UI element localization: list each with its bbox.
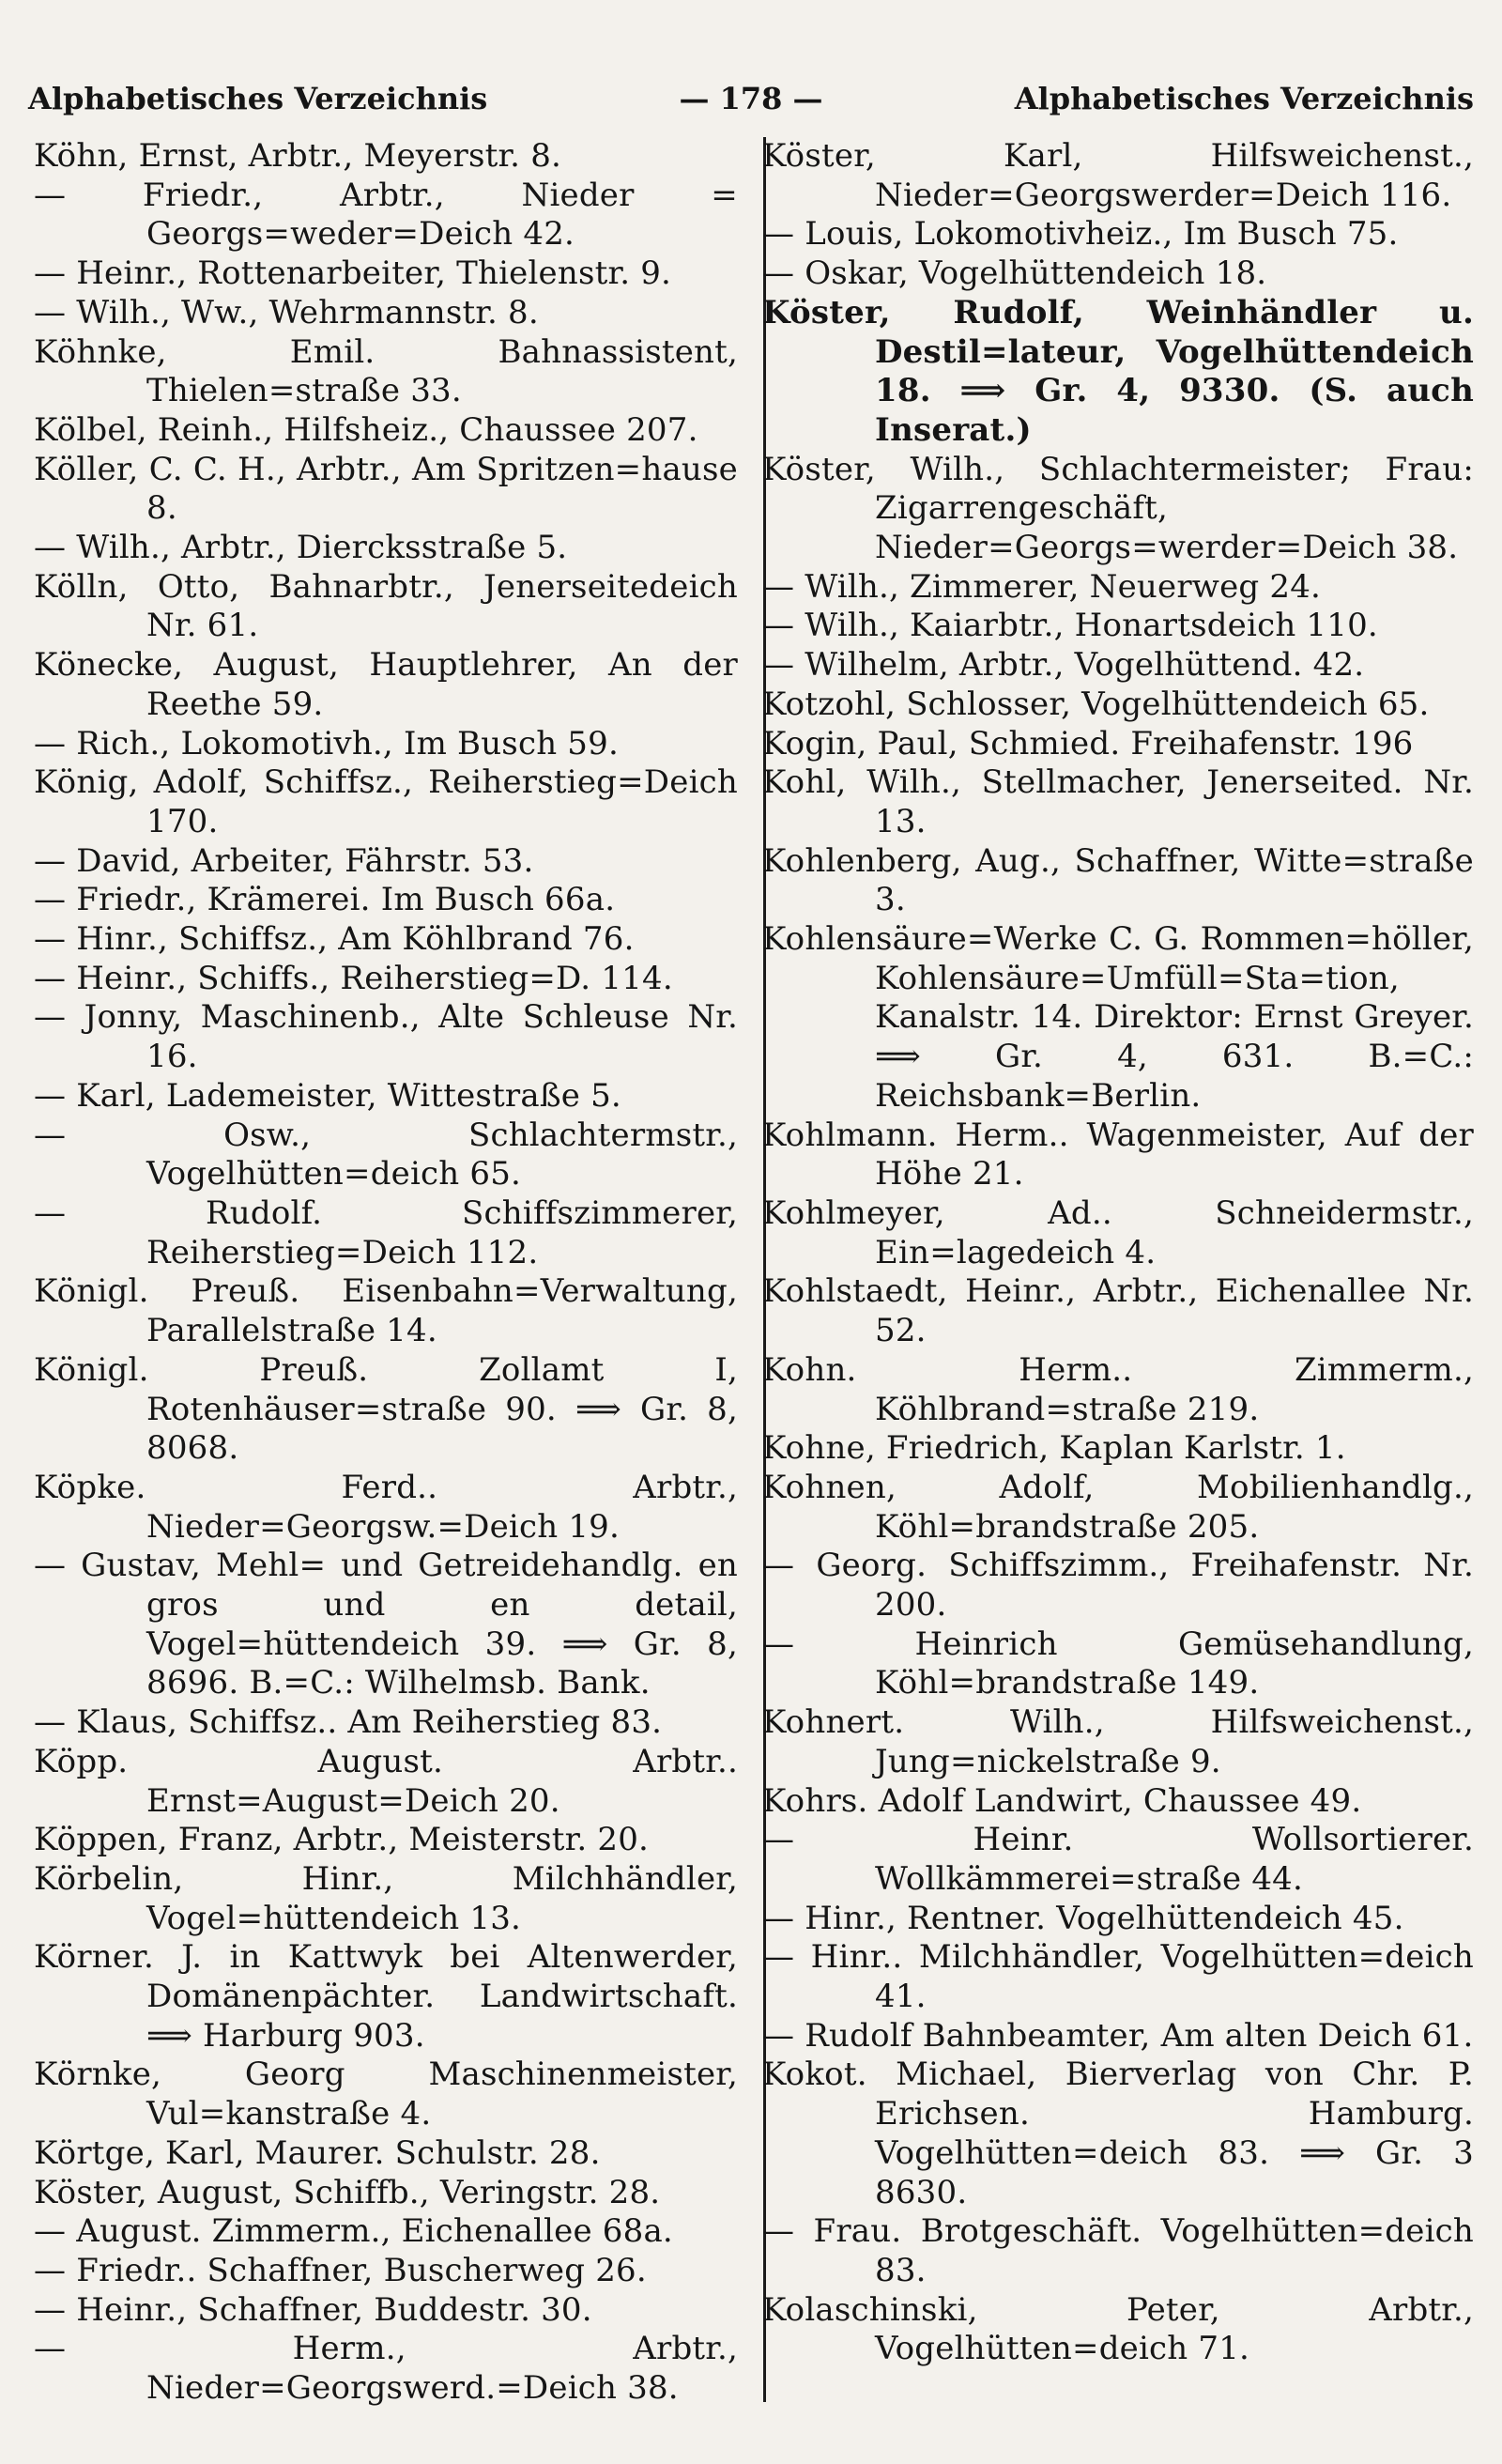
- directory-entry: Köppen, Franz, Arbtr., Meisterstr. 20.: [34, 1821, 650, 1859]
- directory-entry: Köller, C. C. H., Arbtr., Am Spritzen=hause 8.: [34, 450, 738, 528]
- directory-entry: Kölbel, Reinh., Hilfsheiz., Chaussee 207.: [34, 410, 698, 449]
- directory-entry: — Friedr., Krämerei. Im Busch 66a.: [34, 881, 616, 919]
- directory-entry: Körnke, Georg Maschinenmeister, Vul=kanstraße 4.: [34, 2056, 738, 2133]
- directory-entry: Kohl, Wilh., Stellmacher, Jenerseited. Nr. 13.: [762, 763, 1474, 840]
- directory-entry: — Friedr., Arbtr., Nieder = Georgs=weder=Deich 42.: [34, 176, 738, 254]
- directory-entry: Kogin, Paul, Schmied. Freihafenstr. 196: [762, 724, 1414, 762]
- directory-entry: — August. Zimmerm., Eichenallee 68a.: [34, 2212, 673, 2251]
- directory-entry: — Hinr., Rentner. Vogelhüttendeich 45.: [762, 1899, 1404, 1937]
- directory-entry: Körbelin, Hinr., Milchhändler, Vogel=hüttendeich 13.: [34, 1859, 738, 1937]
- directory-entry: Kohlmeyer, Ad.. Schneidermstr., Ein=lagedeich 4.: [762, 1194, 1474, 1271]
- directory-entry: — Heinrich Gemüsehandlung, Köhl=brandstraße 149.: [762, 1625, 1474, 1702]
- directory-entry: Köster, Wilh., Schlachtermeister; Frau: Zigarrengeschäft, Nieder=Georgs=werder=Deich 38.: [762, 450, 1474, 567]
- page-number: — 178 —: [679, 81, 823, 116]
- directory-entry: — Osw., Schlachtermstr., Vogelhütten=deich 65.: [34, 1116, 738, 1194]
- directory-entry: Kohrs. Adolf Landwirt, Chaussee 49.: [762, 1781, 1362, 1820]
- directory-entry: Körner. J. in Kattwyk bei Altenwerder, Domänenpächter. Landwirtschaft. ⟹ Harburg 903.: [34, 1938, 738, 2055]
- page-header: [28, 71, 1474, 128]
- directory-entry: Kolaschinski, Peter, Arbtr., Vogelhütten=deich 71.: [762, 2290, 1474, 2368]
- directory-entry: — Oskar, Vogelhüttendeich 18.: [762, 254, 1267, 293]
- directory-entry: — Heinr., Rottenarbeiter, Thielenstr. 9.: [34, 254, 672, 293]
- directory-entry: Köhnke, Emil. Bahnassistent, Thielen=straße 33.: [34, 332, 738, 410]
- directory-entry: Köster, Rudolf, Weinhändler u. Destil=lateur, Vogelhüttendeich 18. ⟹ Gr. 4, 9330. (S. auch Inserat.): [762, 293, 1474, 449]
- directory-entry: Kohnert. Wilh., Hilfsweichenst., Jung=nickelstraße 9.: [762, 1703, 1474, 1780]
- directory-entry: Kohlenberg, Aug., Schaffner, Witte=straße 3.: [762, 841, 1474, 919]
- directory-entry: — Wilh., Ww., Wehrmannstr. 8.: [34, 293, 539, 331]
- directory-entry: — Herm., Arbtr., Nieder=Georgswerd.=Deich 38.: [34, 2330, 738, 2408]
- directory-entry: — Georg. Schiffszimm., Freihafenstr. Nr. 200.: [762, 1547, 1474, 1625]
- directory-entry: Königl. Preuß. Zollamt I, Rotenhäuser=straße 90. ⟹ Gr. 8, 8068.: [34, 1350, 738, 1468]
- directory-entry: — Rudolf. Schiffszimmerer, Reiherstieg=Deich 112.: [34, 1194, 738, 1271]
- header-left-title: Alphabetisches Verzeichnis: [28, 81, 488, 116]
- directory-entry: Kokot. Michael, Bierverlag von Chr. P. Erichsen. Hamburg. Vogelhütten=deich 83. ⟹ Gr. 3 8630.: [762, 2056, 1474, 2211]
- directory-entry: — David, Arbeiter, Fährstr. 53.: [34, 841, 534, 880]
- directory-entry: — Wilh., Kaiarbtr., Honartsdeich 110.: [762, 607, 1378, 645]
- directory-entry: — Friedr.. Schaffner, Buscherweg 26.: [34, 2251, 647, 2289]
- directory-entry: Königl. Preuß. Eisenbahn=Verwaltung, Parallelstraße 14.: [34, 1272, 738, 1350]
- directory-entry: — Heinr., Schiffs., Reiherstieg=D. 114.: [34, 959, 673, 997]
- directory-entry: Köster, August, Schiffb., Veringstr. 28.: [34, 2173, 661, 2211]
- directory-entry: — Klaus, Schiffsz.. Am Reiherstieg 83.: [34, 1703, 663, 1742]
- directory-entry: Köster, Karl, Hilfsweichenst., Nieder=Georgswerder=Deich 116.: [762, 137, 1474, 214]
- directory-entry: König, Adolf, Schiffsz., Reiherstieg=Deich 170.: [34, 763, 738, 840]
- directory-entry: — Hinr., Schiffsz., Am Köhlbrand 76.: [34, 920, 635, 959]
- directory-entry: — Louis, Lokomotivheiz., Im Busch 75.: [762, 215, 1399, 254]
- directory-entry: — Heinr. Wollsortierer. Wollkämmerei=straße 44.: [762, 1821, 1474, 1898]
- directory-entry: Kohne, Friedrich, Kaplan Karlstr. 1.: [762, 1429, 1346, 1468]
- directory-entry: Körtge, Karl, Maurer. Schulstr. 28.: [34, 2133, 601, 2172]
- header-right-title: Alphabetisches Verzeichnis: [1014, 81, 1474, 116]
- directory-entry: Kohlensäure=Werke C. G. Rommen=höller, Kohlensäure=Umfüll=Sta=tion, Kanalstr. 14. Direktor: Ernst Greyer. ⟹ Gr. 4, 631. B.=C.: Reichsbank=Berlin.: [762, 920, 1474, 1115]
- directory-entry: Kohnen, Adolf, Mobilienhandlg., Köhl=brandstraße 205.: [762, 1468, 1474, 1546]
- directory-entry: — Frau. Brotgeschäft. Vogelhütten=deich 83.: [762, 2212, 1474, 2289]
- directory-entry: Könecke, August, Hauptlehrer, An der Reethe 59.: [34, 646, 738, 723]
- directory-entry: — Hinr.. Milchhändler, Vogelhütten=deich 41.: [762, 1938, 1474, 2016]
- directory-entry: Köpke. Ferd.. Arbtr., Nieder=Georgsw.=Deich 19.: [34, 1468, 738, 1546]
- directory-entry: — Heinr., Schaffner, Buddestr. 30.: [34, 2290, 592, 2329]
- directory-entry: Kölln, Otto, Bahnarbtr., Jenerseitedeich Nr. 61.: [34, 567, 738, 645]
- right-column: [762, 137, 1474, 2369]
- directory-entry: Kohlmann. Herm.. Wagenmeister, Auf der Höhe 21.: [762, 1116, 1474, 1194]
- directory-entry: — Wilhelm, Arbtr., Vogelhüttend. 42.: [762, 646, 1365, 685]
- directory-entry: Köpp. August. Arbtr.. Ernst=August=Deich 20.: [34, 1742, 738, 1820]
- directory-entry: — Karl, Lademeister, Wittestraße 5.: [34, 1076, 621, 1115]
- directory-entry: Kotzohl, Schlosser, Vogelhüttendeich 65.: [762, 685, 1430, 723]
- left-column: [34, 137, 738, 2409]
- directory-entry: — Wilh., Arbtr., Diercksstraße 5.: [34, 529, 568, 567]
- directory-entry: Kohlstaedt, Heinr., Arbtr., Eichenallee Nr. 52.: [762, 1272, 1474, 1350]
- directory-entry: — Rich., Lokomotivh., Im Busch 59.: [34, 724, 619, 762]
- directory-entry: Köhn, Ernst, Arbtr., Meyerstr. 8.: [34, 137, 562, 175]
- directory-entry: Kohn. Herm.. Zimmerm., Köhlbrand=straße 219.: [762, 1350, 1474, 1428]
- directory-entry: — Jonny, Maschinenb., Alte Schleuse Nr. 16.: [34, 998, 738, 1076]
- directory-entry: — Gustav, Mehl= und Getreidehandlg. en gros und en detail, Vogel=hüttendeich 39. ⟹ Gr. 8, 8696. B.=C.: Wilhelmsb. Bank.: [34, 1547, 738, 1702]
- directory-entry: — Wilh., Zimmerer, Neuerweg 24.: [762, 567, 1322, 606]
- directory-entry: — Rudolf Bahnbeamter, Am alten Deich 61.: [762, 2016, 1474, 2055]
